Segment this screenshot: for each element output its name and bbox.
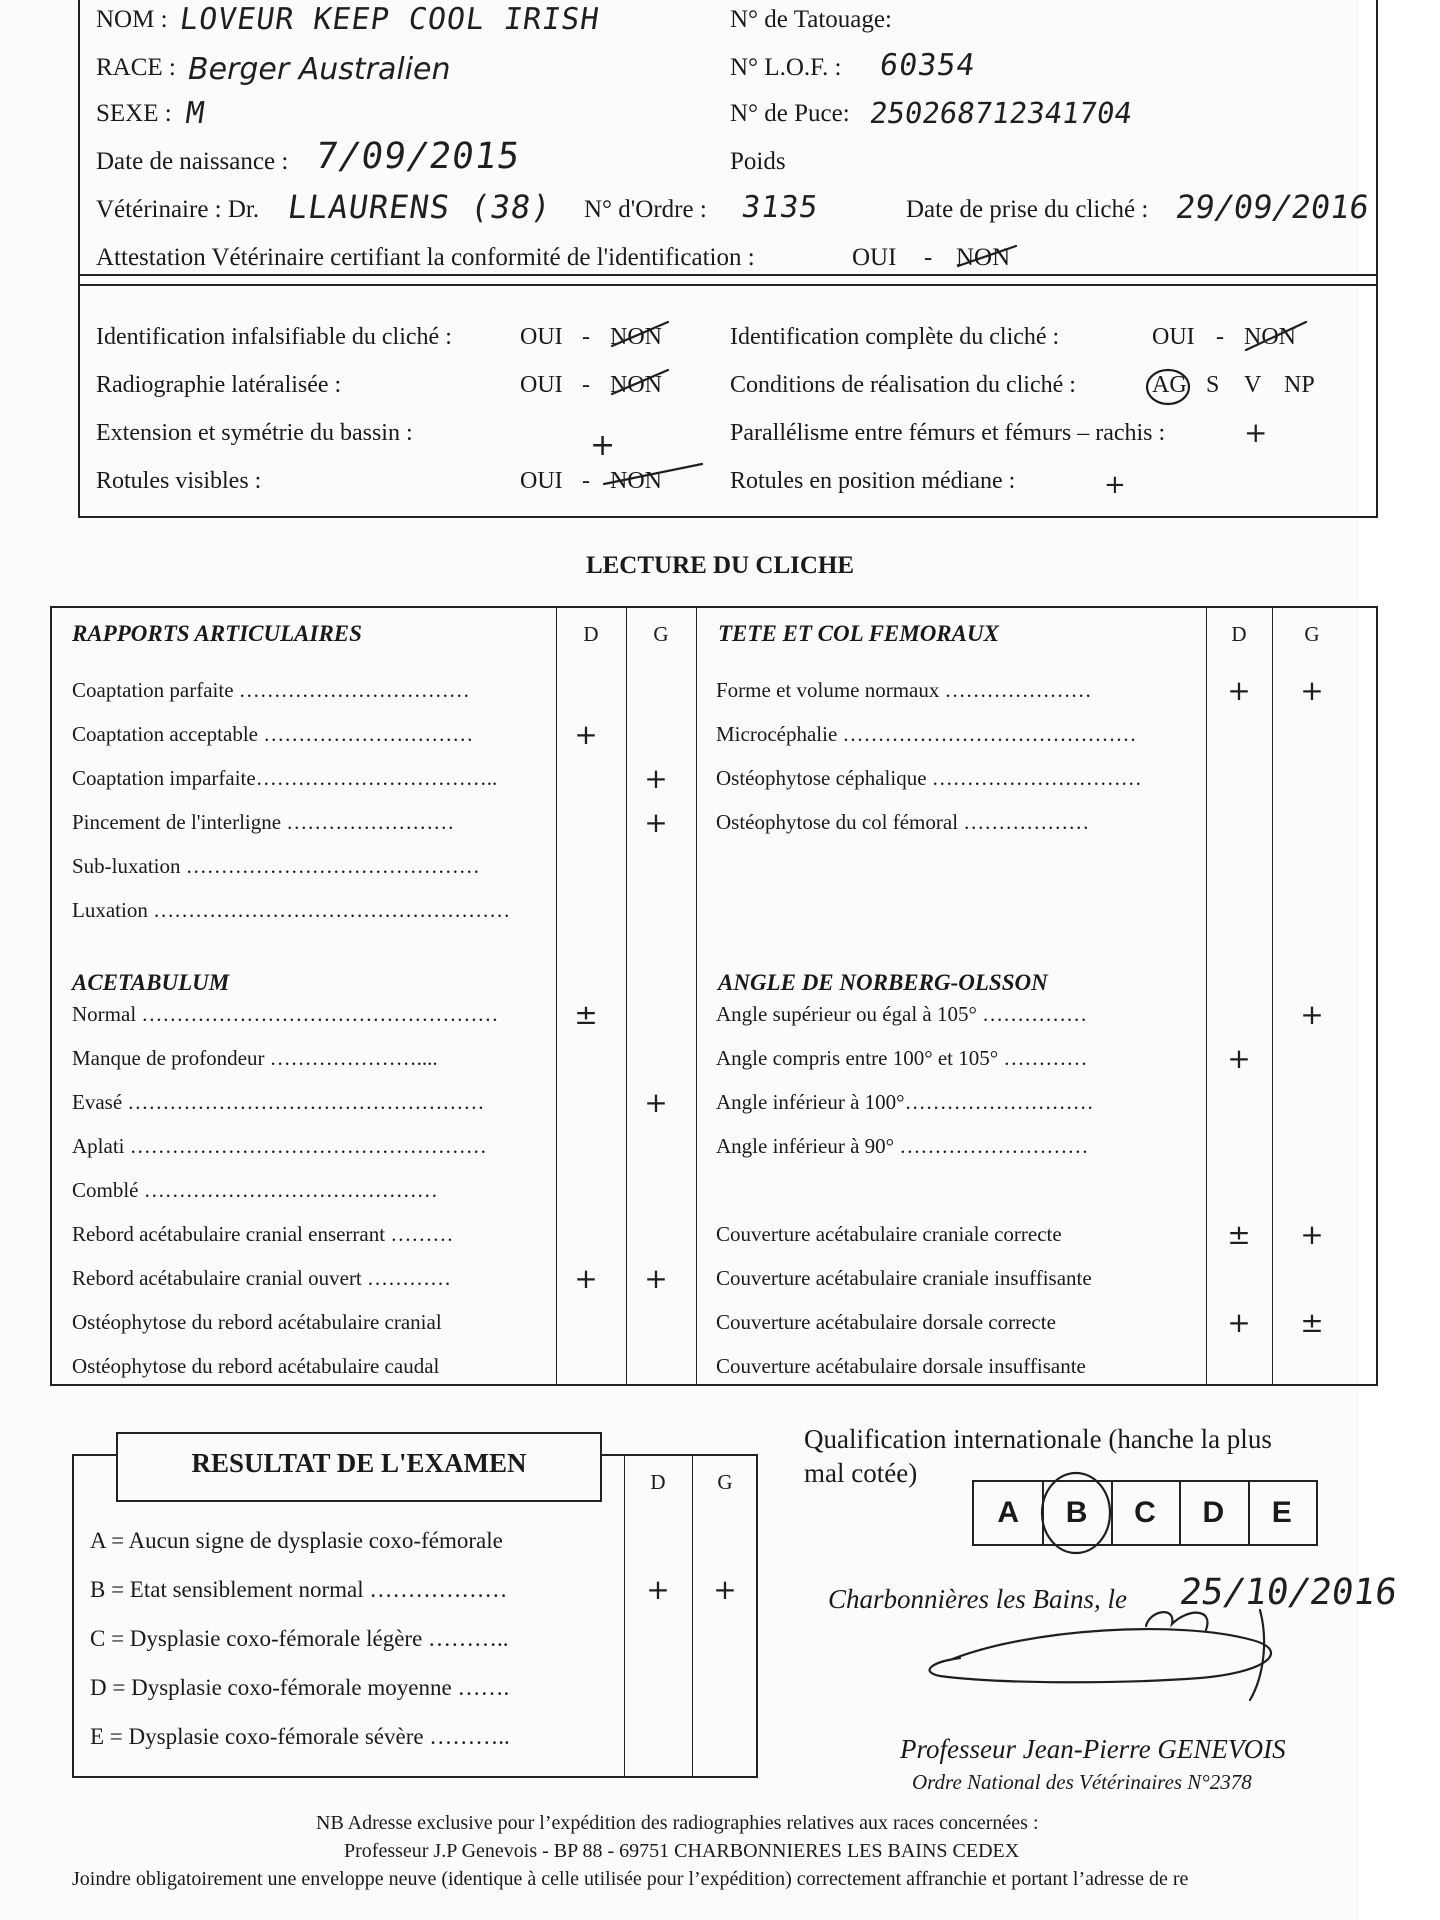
table-row-label: Comblé …………………………………… [72,1178,438,1202]
table-row-label: Rebord acétabulaire cranial ouvert ………… [72,1266,452,1290]
table-row-label: E = Dysplasie coxo-fémorale sévère ……….. [90,1724,510,1749]
naissance-label: Date de naissance : [96,148,289,175]
lieu-label: Charbonnières les Bains, le [828,1584,1127,1614]
table-row-mark-d: ± [574,998,598,1031]
nom-label: NOM : [96,6,168,33]
table-row-label: Aplati …………………………………………… [72,1134,487,1158]
footer-line2: Professeur J.P Genevois - BP 88 - 69751 CHARBONNIERES LES BAINS CEDEX [344,1840,1020,1862]
table-row-mark-g: + [644,762,668,795]
table-row-label: Angle supérieur ou égal à 105° …………… [716,1002,1088,1026]
tatouage-label: N° de Tatouage: [730,6,892,33]
col-g-right: G [1304,622,1320,646]
realisation-label: Conditions de réalisation du cliché : [730,372,1076,398]
grade-cell-b: B [1042,1482,1112,1544]
table-row-mark-g: + [644,1086,668,1119]
qualification-line2: mal cotée) [804,1458,918,1488]
table-row-label: B = Etat sensiblement normal ……………… [90,1577,508,1602]
lateralisee-non: NON [610,372,662,398]
attestation-sep: - [924,244,933,271]
signature-icon [930,1629,1271,1682]
table-row-mark-g: + [1300,998,1324,1031]
lateralisee-oui: OUI [520,372,563,398]
acetabulum-title: ACETABULUM [72,970,230,995]
parallelisme-mark: + [1244,416,1268,449]
infalsifiable-label: Identification infalsifiable du cliché : [96,324,452,350]
race-label: RACE : [96,54,176,81]
table-row-mark-d: + [1227,674,1251,707]
attestation-label: Attestation Vétérinaire certifiant la conformité de l'identification : [96,244,755,271]
signataire: Professeur Jean-Pierre GENEVOIS [900,1734,1286,1764]
table-row-mark-g: + [713,1573,737,1606]
table-row-mark-d: ± [1227,1218,1251,1251]
table-row-label: Ostéophytose du rebord acétabulaire caudal [72,1354,440,1378]
table-row-mark-d: + [1227,1306,1251,1339]
table-row-label: Normal …………………………………………… [72,1002,499,1026]
strike-complete-non [1246,322,1306,350]
complete-sep: - [1216,324,1224,350]
table-row-label: Couverture acétabulaire craniale insuffisante [716,1266,1092,1290]
footer-line3: Joindre obligatoirement une enveloppe neuve (identique à celle utilisée pour l’expédition) correctement affranchie et portant l’adresse de re [72,1868,1189,1890]
strike-infalsifiable-non [612,322,668,346]
realisation-s: S [1206,372,1220,398]
grade-cell-a: A [974,1482,1044,1544]
col-d-left: D [583,622,599,646]
table-row-label: Pincement de l'interligne …………………… [72,810,455,834]
ordre-national: Ordre National des Vétérinaires N°2378 [912,1770,1252,1794]
strike-rotules-non [604,464,702,484]
veterinaire-value: LLAURENS (38) [285,188,555,226]
parallelisme-label: Parallélisme entre fémurs et fémurs – rachis : [730,420,1166,446]
complete-non: NON [1244,324,1296,350]
lieu-date: 25/10/2016 [1177,1572,1400,1613]
table-row-mark-g: ± [1300,1306,1324,1339]
lateralisee-label: Radiographie latéralisée : [96,372,342,398]
lof-label: N° L.O.F. : [730,54,842,81]
table-row-label: Forme et volume normaux ………………… [716,678,1092,702]
complete-oui: OUI [1152,324,1195,350]
realisation-ag: AG [1152,372,1187,398]
angle-title: ANGLE DE NORBERG-OLSSON [718,970,1048,995]
table-row-mark-g: + [644,806,668,839]
rotules-sep: - [582,468,590,494]
table-row-mark-g: + [1300,1218,1324,1251]
attestation-oui: OUI [852,244,897,271]
table-row-mark-d: + [574,718,598,751]
ordre-label: N° d'Ordre : [584,196,707,223]
table-row-label: Ostéophytose du col fémoral ……………… [716,810,1090,834]
col-d-right: D [1231,622,1247,646]
table-row-label: Evasé …………………………………………… [72,1090,485,1114]
table-row-label: A = Aucun signe de dysplasie coxo-fémorale [90,1528,503,1553]
grade-cell-d: D [1179,1482,1249,1544]
table-row-mark-g: + [644,1262,668,1295]
mediane-label: Rotules en position médiane : [730,468,1016,494]
circle-grade-b [1042,1473,1110,1553]
table-row-mark-d: + [646,1573,670,1606]
table-row-label: Angle compris entre 100° et 105° ………… [716,1046,1088,1070]
table-row-label: Rebord acétabulaire cranial enserrant ……… [72,1222,454,1246]
mediane-mark: + [1104,470,1126,500]
rapports-title: RAPPORTS ARTICULAIRES [72,621,362,646]
table-row-label: Coaptation parfaite …………………………… [72,678,470,702]
prise-label: Date de prise du cliché : [906,196,1149,223]
lecture-title: LECTURE DU CLICHE [585,552,855,579]
puce-label: N° de Puce: [730,100,850,127]
sexe-label: SEXE : [96,100,172,127]
sexe-value: M [183,96,208,131]
table-row-label: C = Dysplasie coxo-fémorale légère ……….. [90,1626,509,1651]
ordre-value: 3135 [739,190,821,225]
realisation-np: NP [1284,372,1315,398]
qualification-line1: Qualification internationale (hanche la plus [804,1424,1272,1454]
resultat-col-d: D [650,1470,666,1494]
prise-value: 29/09/2016 [1173,188,1372,226]
tete-title: TETE ET COL FEMORAUX [718,621,999,646]
table-row-mark-d: + [574,1262,598,1295]
extension-label: Extension et symétrie du bassin : [96,420,413,446]
table-row-label: D = Dysplasie coxo-fémorale moyenne ……. [90,1675,510,1700]
nom-value: LOVEUR KEEP COOL IRISH [177,2,602,37]
resultat-col-g: G [717,1470,733,1494]
table-row-label: Sub-luxation …………………………………… [72,854,480,878]
grade-cell-c: C [1111,1482,1181,1544]
strike-attestation-non [958,246,1016,266]
table-row-mark-d: + [1227,1042,1251,1075]
rotules-oui: OUI [520,468,563,494]
lof-value: 60354 [877,48,978,83]
table-row-label: Ostéophytose céphalique ………………………… [716,766,1142,790]
table-row-label: Manque de profondeur ………………….... [72,1046,438,1070]
veterinaire-label: Vétérinaire : Dr. [96,196,260,223]
table-row-label: Couverture acétabulaire craniale correcte [716,1222,1062,1246]
infalsifiable-non: NON [610,324,662,350]
table-row-label: Angle inférieur à 90° ……………………… [716,1134,1089,1158]
table-row-label: Microcéphalie …………………………………… [716,722,1137,746]
strike-lateralisee-non [612,370,668,394]
puce-value: 250268712341704 [867,96,1135,130]
rotules-label: Rotules visibles : [96,468,262,494]
extension-mark: + [590,428,616,463]
table-row-label: Coaptation acceptable ………………………… [72,722,474,746]
attestation-non: NON [956,244,1011,271]
resultat-title: RESULTAT DE L'EXAMEN [191,1448,527,1478]
lateralisee-sep: - [582,372,590,398]
poids-label: Poids [730,148,786,175]
table-row-label: Couverture acétabulaire dorsale correcte [716,1310,1056,1334]
table-row-label: Ostéophytose du rebord acétabulaire cranial [72,1310,442,1334]
table-row-label: Couverture acétabulaire dorsale insuffisante [716,1354,1086,1378]
table-row-label: Luxation …………………………………………… [72,898,511,922]
naissance-value: 7/09/2015 [313,136,523,177]
infalsifiable-sep: - [582,324,590,350]
table-row-mark-g: + [1300,674,1324,707]
race-value: Berger Australien [188,52,451,87]
complete-label: Identification complète du cliché : [730,324,1060,350]
grade-cell-e: E [1271,1496,1292,1529]
rotules-non: NON [610,468,662,494]
footer-line1: NB Adresse exclusive pour l’expédition des radiographies relatives aux races concernées : [316,1812,1039,1834]
table-row-label: Angle inférieur à 100°……………………… [716,1090,1094,1114]
table-row-label: Coaptation imparfaite…………………………….. [72,766,498,790]
col-g-left: G [653,622,669,646]
circle-ag [1147,370,1189,404]
realisation-v: V [1244,372,1262,398]
infalsifiable-oui: OUI [520,324,563,350]
